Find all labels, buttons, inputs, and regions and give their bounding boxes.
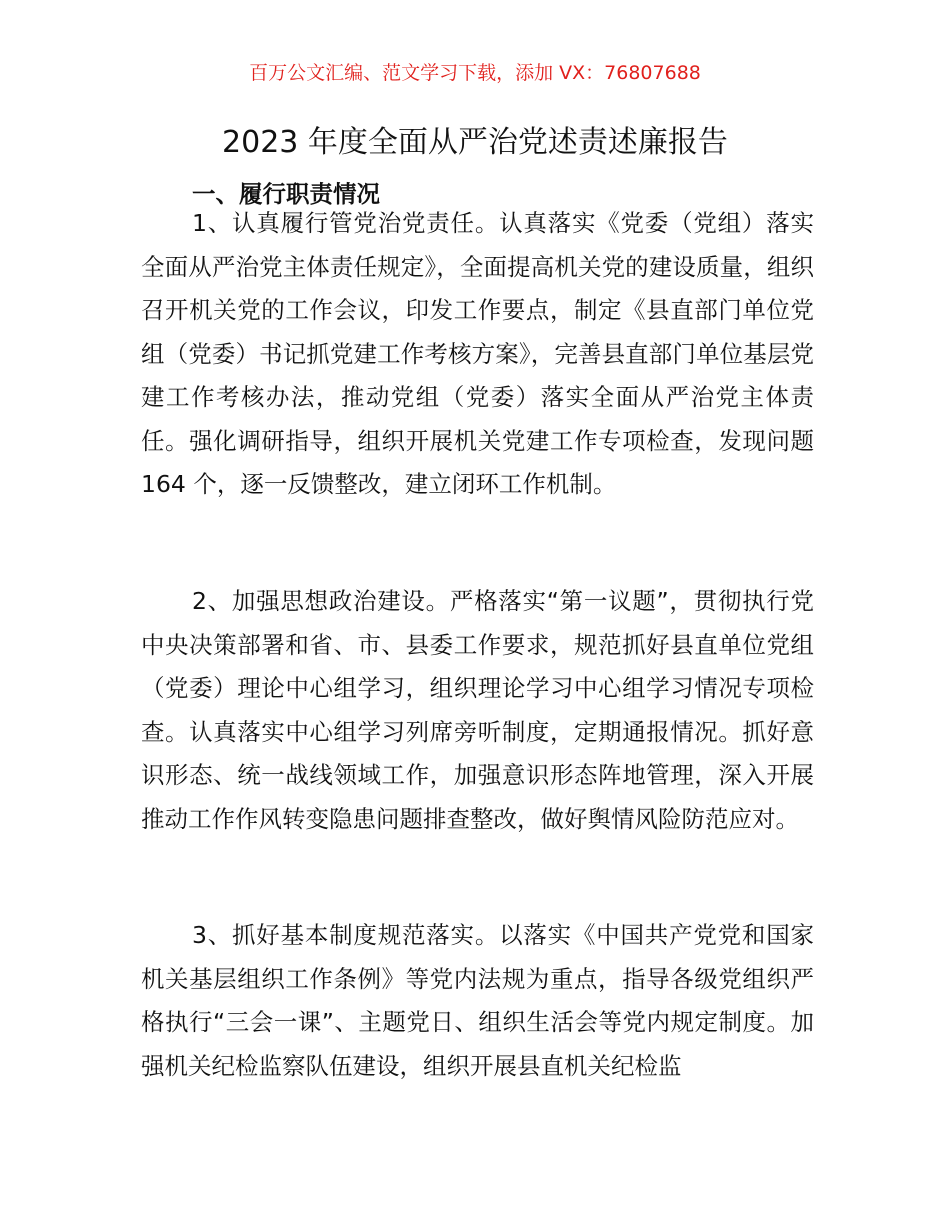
paragraph-3: 3、抓好基本制度规范落实。以落实《中国共产党党和国家机关基层组织工作条例》等党内法规为重点，指导各级党组织严格执行“三会一课”、主题党日、组织生活会等党内规定制度。加强机关纪检监察队伍建设，组织开展县直机关纪检监 [141, 921, 814, 1080]
paragraph-2: 2、加强思想政治建设。严格落实“第一议题”，贯彻执行党中央决策部署和省、市、县委工作要求，规范抓好县直单位党组（党委）理论中心组学习，组织理论学习中心组学习情况专项检查。认真落实中心组学习列席旁听制度，定期通报情况。抓好意识形态、统一战线领域工作，加强意识形态阵地管理，深入开展推动工作作风转变隐患问题排查整改，做好舆情风险防范应对。 [141, 587, 814, 833]
paragraph-1: 1、认真履行管党治党责任。认真落实《党委（党组）落实全面从严治党主体责任规定》，全面提高机关党的建设质量，组织召开机关党的工作会议，印发工作要点，制定《县直部门单位党组（党委）书记抓党建工作考核方案》，完善县直部门单位基层党建工作考核办法，推动党组（党委）落实全面从严治党主体责任。强化调研指导，组织开展机关党建工作专项检查，发现问题 164 个，逐一反馈整改，建立闭环工作机制。 [141, 209, 814, 498]
section-heading: 一、履行职责情况 [192, 180, 380, 208]
page-title: 2023 年度全面从严治党述责述廉报告 [222, 125, 728, 160]
promo-banner: 百万公文汇编、范文学习下载，添加 VX：76807688 [249, 62, 701, 84]
